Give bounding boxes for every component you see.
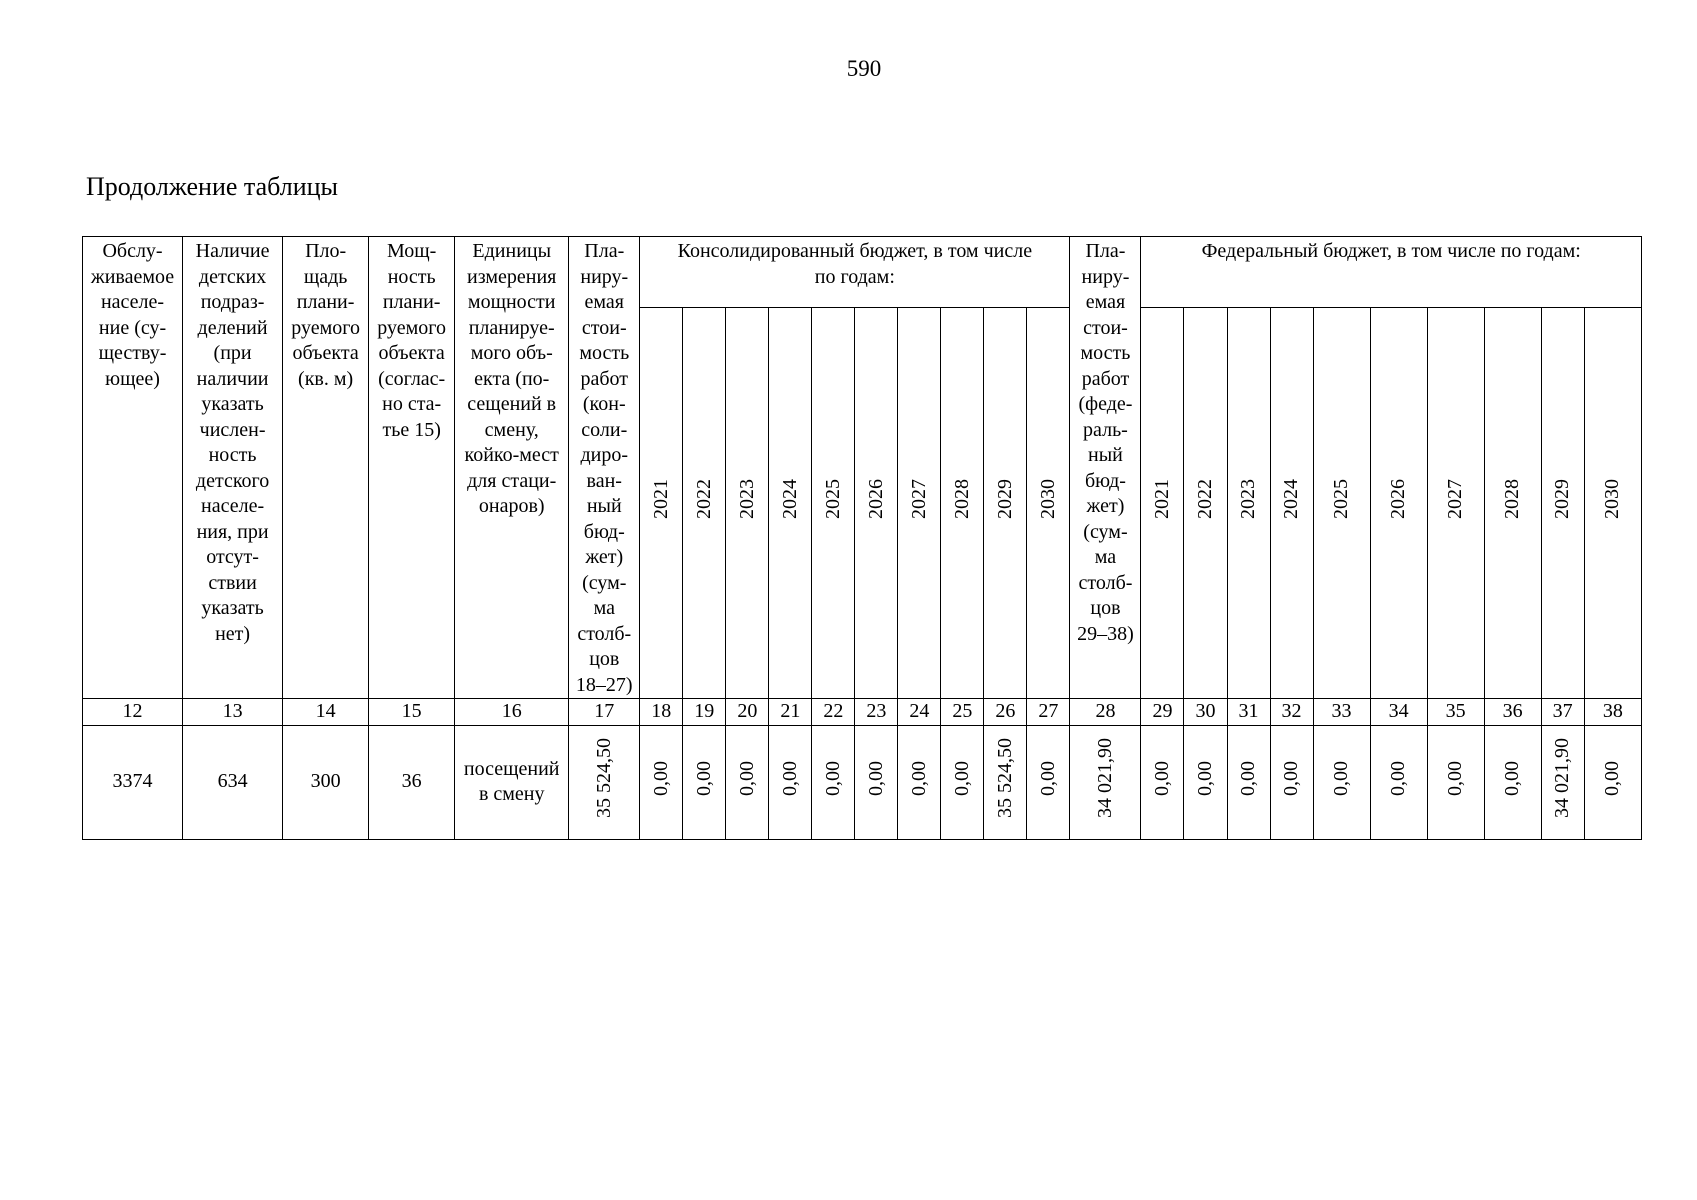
consolidated-year-cell: 0,00 xyxy=(941,725,984,839)
consolidated-year-header: 2029 xyxy=(984,308,1027,699)
federal-year-header: 2022 xyxy=(1184,308,1227,699)
header-capacity-units: Единицы измерения мощности планируе- мого объ- екта (по- сещений в смену, койко-мест для стаци- онаров) xyxy=(455,237,569,699)
column-number: 18 xyxy=(640,699,683,726)
consolidated-year-header: 2028 xyxy=(941,308,984,699)
consolidated-year-header: 2027 xyxy=(898,308,941,699)
federal-total-cell: 34 021,90 xyxy=(1070,725,1141,839)
column-number: 36 xyxy=(1484,699,1541,726)
column-number: 28 xyxy=(1070,699,1141,726)
column-number: 34 xyxy=(1370,699,1427,726)
area-cell: 300 xyxy=(283,725,369,839)
federal-year-cell: 0,00 xyxy=(1584,725,1641,839)
consolidated-year-header: 2021 xyxy=(640,308,683,699)
column-number: 17 xyxy=(569,699,640,726)
consolidated-year-header: 2024 xyxy=(769,308,812,699)
consolidated-year-cell: 35 524,50 xyxy=(984,725,1027,839)
consolidated-year-header: 2022 xyxy=(683,308,726,699)
table-row xyxy=(83,725,1642,839)
column-number: 14 xyxy=(283,699,369,726)
column-number: 21 xyxy=(769,699,812,726)
consolidated-year-header: 2025 xyxy=(812,308,855,699)
column-number: 24 xyxy=(898,699,941,726)
consolidated-year-header: 2030 xyxy=(1027,308,1070,699)
federal-year-header: 2024 xyxy=(1270,308,1313,699)
header-consolidated-group: Консолидированный бюджет, в том числе по годам: xyxy=(640,237,1070,308)
column-number: 13 xyxy=(183,699,283,726)
federal-year-header: 2023 xyxy=(1227,308,1270,699)
consolidated-year-cell: 0,00 xyxy=(640,725,683,839)
federal-year-cell: 0,00 xyxy=(1227,725,1270,839)
column-number: 33 xyxy=(1313,699,1370,726)
federal-year-header: 2028 xyxy=(1484,308,1541,699)
column-number: 32 xyxy=(1270,699,1313,726)
served-population-cell: 3374 xyxy=(83,725,183,839)
column-number: 25 xyxy=(941,699,984,726)
column-number: 12 xyxy=(83,699,183,726)
consolidated-year-cell: 0,00 xyxy=(769,725,812,839)
federal-year-cell: 0,00 xyxy=(1270,725,1313,839)
header-area: Пло- щадь плани- руемого объекта (кв. м) xyxy=(283,237,369,699)
consolidated-year-cell: 0,00 xyxy=(683,725,726,839)
consolidated-year-header: 2023 xyxy=(726,308,769,699)
header-row xyxy=(83,237,1642,308)
column-number: 27 xyxy=(1027,699,1070,726)
column-number: 22 xyxy=(812,699,855,726)
federal-year-cell: 0,00 xyxy=(1370,725,1427,839)
federal-year-cell: 0,00 xyxy=(1184,725,1227,839)
consolidated-year-cell: 0,00 xyxy=(855,725,898,839)
consolidated-year-cell: 0,00 xyxy=(898,725,941,839)
header-capacity: Мощ- ность плани- руемого объекта (соглас- но ста- тье 15) xyxy=(369,237,455,699)
federal-year-cell: 0,00 xyxy=(1141,725,1184,839)
header-federal-group: Федеральный бюджет, в том числе по годам: xyxy=(1141,237,1642,308)
budget-table xyxy=(82,236,1642,840)
column-number-row xyxy=(83,699,1642,726)
column-number: 35 xyxy=(1427,699,1484,726)
column-number: 29 xyxy=(1141,699,1184,726)
header-served-population: Обслу- живаемое населе- ние (су- ществу- ющее) xyxy=(83,237,183,699)
federal-year-cell: 0,00 xyxy=(1313,725,1370,839)
federal-year-cell: 0,00 xyxy=(1427,725,1484,839)
federal-year-header: 2021 xyxy=(1141,308,1184,699)
header-consolidated-total: Пла- ниру- емая стои- мость работ (кон- соли- диро- ван- ный бюд- жет) (сум- ма столб- цов 18–27) xyxy=(569,237,640,699)
consolidated-year-header: 2026 xyxy=(855,308,898,699)
federal-year-header: 2029 xyxy=(1541,308,1584,699)
header-federal-total: Пла- ниру- емая стои- мость работ (феде- раль- ный бюд- жет) (сум- ма столб- цов 29–38) xyxy=(1070,237,1141,699)
table-caption: Продолжение таблицы xyxy=(86,172,338,201)
capacity-cell: 36 xyxy=(369,725,455,839)
federal-year-cell: 34 021,90 xyxy=(1541,725,1584,839)
column-number: 20 xyxy=(726,699,769,726)
federal-year-cell: 0,00 xyxy=(1484,725,1541,839)
column-number: 15 xyxy=(369,699,455,726)
header-children-units: Наличие детских подраз- делений (при наличии указать числен- ность детского населе- ния, при отсут- ствии указать нет) xyxy=(183,237,283,699)
capacity-units-cell: посещений в смену xyxy=(455,725,569,839)
children-units-cell: 634 xyxy=(183,725,283,839)
federal-year-header: 2025 xyxy=(1313,308,1370,699)
consolidated-year-cell: 0,00 xyxy=(726,725,769,839)
federal-year-header: 2026 xyxy=(1370,308,1427,699)
column-number: 16 xyxy=(455,699,569,726)
consolidated-year-cell: 0,00 xyxy=(1027,725,1070,839)
federal-year-header: 2027 xyxy=(1427,308,1484,699)
column-number: 30 xyxy=(1184,699,1227,726)
column-number: 23 xyxy=(855,699,898,726)
consolidated-year-cell: 0,00 xyxy=(812,725,855,839)
column-number: 38 xyxy=(1584,699,1641,726)
page-number: 590 xyxy=(846,56,882,81)
column-number: 37 xyxy=(1541,699,1584,726)
column-number: 31 xyxy=(1227,699,1270,726)
column-number: 26 xyxy=(984,699,1027,726)
column-number: 19 xyxy=(683,699,726,726)
consolidated-total-cell: 35 524,50 xyxy=(569,725,640,839)
federal-year-header: 2030 xyxy=(1584,308,1641,699)
